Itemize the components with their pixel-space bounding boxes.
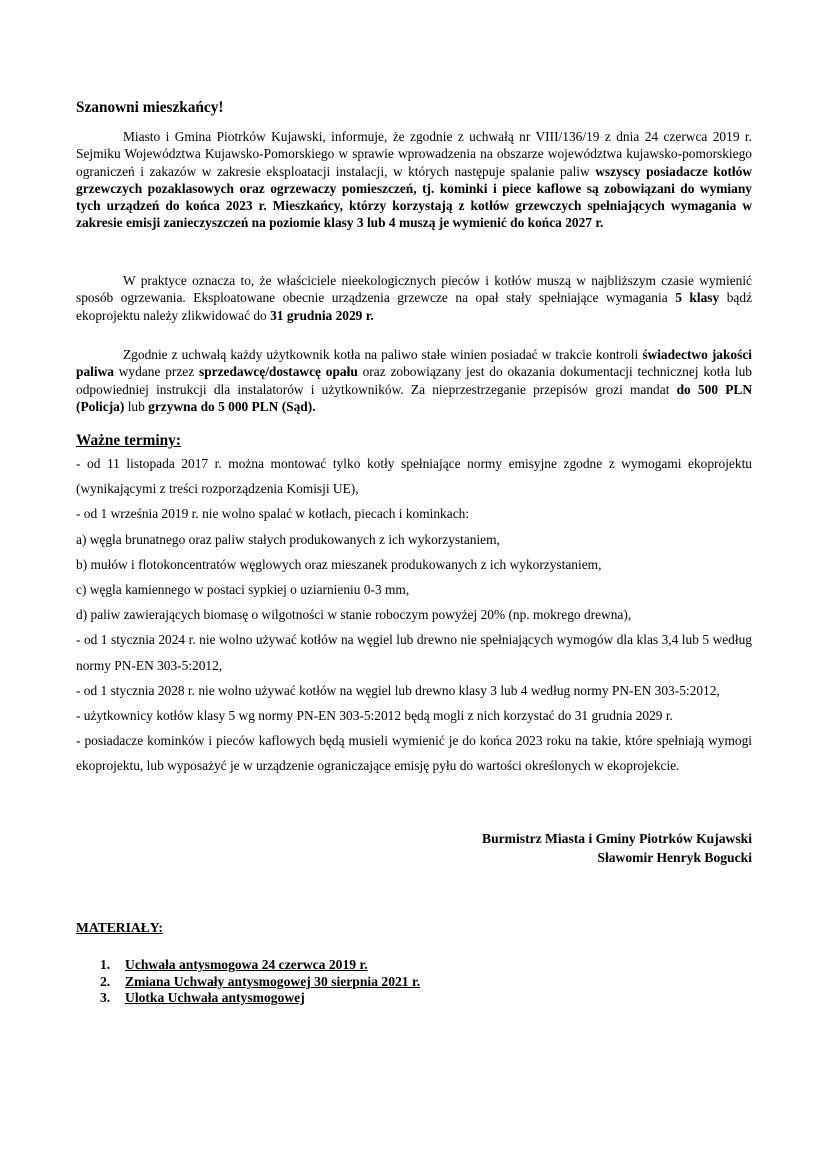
material-number: 3. [100,990,111,1005]
greeting-heading: Szanowni mieszkańcy! [76,99,224,116]
material-item [100,990,420,1007]
deadline-2029-bold: 31 grudnia 2029 r. [270,307,374,323]
term-item: b) mułów i flotokoncentratów węglowych oraz mieszanek produkowanych z ich wykorzystaniem, [76,556,602,572]
practice-text-2: bądź ekoprojektu należy zlikwidować do [76,290,752,323]
material-link-ulotka[interactable]: Ulotka Uchwała antysmogowej [125,990,305,1005]
term-item: d) paliw zawierających biomasę o wilgotności w stanie roboczym powyżej 20% (np. mokrego drewna), [76,607,632,623]
intro-bold-text: wszyscy posiadacze kotłów grzewczych pozaklasowych oraz ogrzewaczy pomieszczeń, tj. kominki i piece kaflowe są zobowiązani do wymiany tych urządzeń do końca 2023 r. Mieszkańcy, którzy korzystają z kotłów grzewczych spełniających wymagania w zakresie emisji zanieczyszczeń na poziomie klasy 3 lub 4 muszą je wymienić do końca 2027 r. [76,163,752,231]
fine-court-bold: grzywna do 5 000 PLN (Sąd). [148,398,316,414]
term-item: a) węgla brunatnego oraz paliw stałych produkowanych z ich wykorzystaniem, [76,531,500,547]
term-item: - posiadacze kominków i pieców kaflowych będą musieli wymienić je do końca 2023 roku na takie, które spełniają wymogi ekoprojektu, lub wyposażyć je w urządzenie ograniczające emisję pyłu do wartości określonych w ekoprojekcie. [76,733,752,774]
term-item: - od 11 listopada 2017 r. można montować tylko kotły spełniające normy emisyjne zgodne z wymogami ekoprojektu (wynikającymi z treści rozporządzenia Komisji UE), [76,456,752,497]
class-5-bold: 5 klasy [675,290,720,306]
materials-list [100,957,420,1007]
practice-text-1: W praktyce oznacza to, że właściciele nieekologicznych pieców i kotłów muszą w najbliższym czasie wymienić sposób ogrzewania. Eksploatowane obecnie urządzenia grzewcze na opał stały spełniające wymagania [76,273,752,306]
fine-police-bold: do 500 PLN (Policja) [76,381,752,414]
seller-bold: sprzedawcę/dostawcę opału [199,364,358,380]
terms-heading: Ważne terminy: [76,432,181,449]
term-item: - od 1 stycznia 2028 r. nie wolno używać kotłów na węgiel lub drewno klasy 3 lub 4 według normy PN-EN 303-5:2012, [76,682,720,698]
material-number: 1. [100,957,111,972]
materials-heading: MATERIAŁY: [76,920,163,935]
material-link-zmiana-2021[interactable]: Zmiana Uchwały antysmogowej 30 sierpnia 2021 r. [125,973,421,989]
intro-paragraph [76,128,752,232]
practice-paragraph [76,272,752,324]
material-number: 2. [100,973,111,989]
terms-list [76,451,752,779]
material-link-uchwala-2019[interactable]: Uchwała antysmogowa 24 czerwca 2019 r. [125,957,368,972]
control-text-1: Zgodnie z uchwałą każdy użytkownik kotła na paliwo stałe winien posiadać w trakcie kontroli [123,347,643,362]
control-text-4: lub [124,398,149,414]
signature-block [482,829,752,867]
control-text-3: oraz zobowiązany jest do okazania dokumentacji technicznej kotła lub odpowiedniej instrukcji dla instalatorów i użytkowników. Za nieprzestrzeganie przepisów grozi mandat [76,364,753,397]
term-item: - od 1 września 2019 r. nie wolno spalać w kotłach, piecach i kominkach: [76,506,470,522]
term-item: - użytkownicy kotłów klasy 5 wg normy PN-EN 303-5:2012 będą mogli z nich korzystać do 31 grudnia 2029 r. [76,708,673,724]
control-text-2: wydane przez [113,364,199,380]
intro-text: Miasto i Gmina Piotrków Kujawski, informuje, że zgodnie z uchwałą nr VIII/136/19 z dnia 24 czerwca 2019 r. Sejmiku Województwa Kujawsko-Pomorskiego w sprawie wprowadzenia na obszarze województwa kujawsko-pomorskiego ograniczeń i zakazów w zakresie eksploatacji instalacji, w których następuje spalanie paliw [76,129,752,179]
material-item [100,957,420,974]
term-item: - od 1 stycznia 2024 r. nie wolno używać kotłów na węgiel lub drewno nie spełniających wymogów dla klas 3,4 lub 5 według normy PN-EN 303-5:2012, [76,632,752,673]
signature-title: Burmistrz Miasta i Gminy Piotrków Kujawski [482,831,752,846]
signature-name: Sławomir Henryk Bogucki [597,850,752,865]
term-item: c) węgla kamiennego w postaci sypkiej o uziarnieniu 0-3 mm, [76,582,410,598]
fuel-certificate-bold: świadectwo jakości paliwa [76,347,752,380]
material-item [100,974,420,991]
control-paragraph [76,346,752,415]
